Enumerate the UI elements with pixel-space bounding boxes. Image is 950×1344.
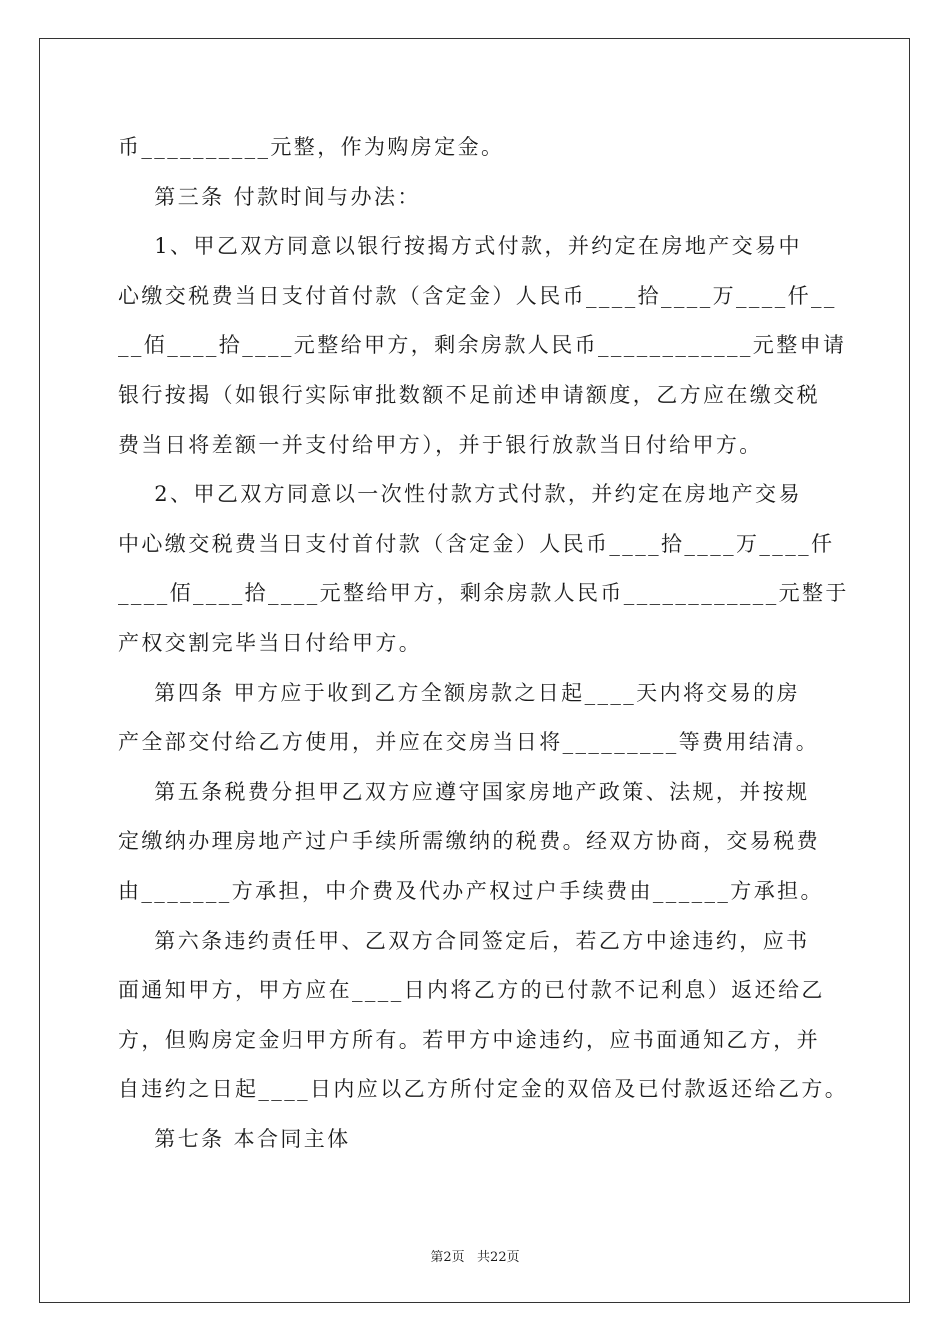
- text-line: 心缴交税费当日支付首付款（含定金）人民币____拾____万____仟__: [118, 283, 837, 308]
- text-line: 第三条 付款时间与办法：: [118, 184, 421, 209]
- text-line: 第四条 甲方应于收到乙方全额房款之日起____天内将交易的房: [118, 680, 800, 705]
- text-line: 1、甲乙双方同意以银行按揭方式付款，并约定在房地产交易中: [118, 234, 802, 259]
- text-line: 第五条税费分担甲乙双方应遵守国家房地产政策、法规，并按规: [118, 779, 810, 804]
- page-number-footer: 第2页 共22页: [430, 1250, 520, 1265]
- text-line: 币__________元整，作为购房定金。: [118, 135, 505, 159]
- text-line: 产全部交付给乙方使用，并应在交房当日将_________等费用结清。: [118, 730, 820, 755]
- text-line: 银行按揭（如银行实际审批数额不足前述申请额度，乙方应在缴交税: [118, 382, 820, 407]
- text-line: 自违约之日起____日内应以乙方所付定金的双倍及已付款返还给乙方。: [118, 1077, 849, 1102]
- text-line: 2、甲乙双方同意以一次性付款方式付款，并约定在房地产交易: [118, 482, 802, 507]
- text-line: 由_______方承担，中介费及代办产权过户手续费由______方承担。: [118, 878, 824, 903]
- text-line: 面通知甲方，甲方应在____日内将乙方的已付款不记利息）返还给乙: [118, 978, 825, 1003]
- text-line: 第七条 本合同主体: [118, 1126, 351, 1151]
- document-body: [118, 123, 849, 1164]
- text-line: ____佰____拾____元整给甲方，剩余房款人民币____________元整于: [118, 581, 849, 606]
- text-line: 费当日将差额一并支付给甲方），并于银行放款当日付给甲方。: [118, 432, 763, 457]
- text-line: __佰____拾____元整给甲方，剩余房款人民币____________元整申请: [118, 333, 847, 358]
- text-line: 产权交割完毕当日付给甲方。: [118, 630, 423, 655]
- text-line: 定缴纳办理房地产过户手续所需缴纳的税费。经双方协商，交易税费: [118, 829, 820, 854]
- text-line: 第六条违约责任甲、乙双方合同签定后，若乙方中途违约，应书: [118, 928, 810, 953]
- text-line: 方，但购房定金归甲方所有。若甲方中途违约，应书面通知乙方，并: [118, 1027, 820, 1052]
- text-line: 中心缴交税费当日支付首付款（含定金）人民币____拾____万____仟: [118, 531, 835, 556]
